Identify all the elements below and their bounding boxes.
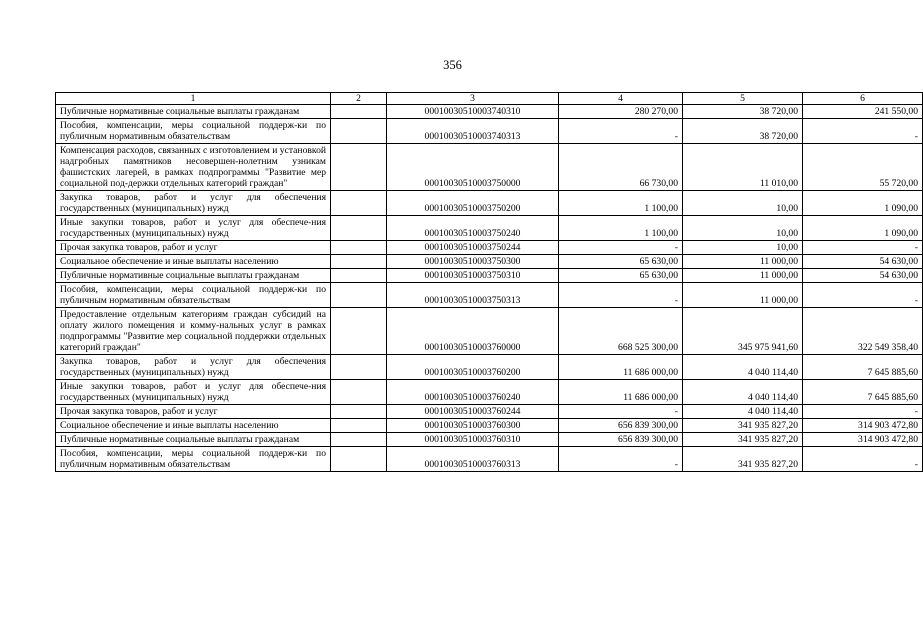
- row-value-col6: 1 090,00: [803, 191, 923, 216]
- row-name: Публичные нормативные социальные выплаты гражданам: [56, 269, 331, 283]
- row-name: Закупка товаров, работ и услуг для обеспечения государственных (муниципальных) нужд: [56, 355, 331, 380]
- row-name: Закупка товаров, работ и услуг для обеспечения государственных (муниципальных) нужд: [56, 191, 331, 216]
- row-value-col5: 345 975 941,60: [683, 308, 803, 355]
- row-col2: [331, 308, 387, 355]
- row-value-col4: 1 100,00: [559, 191, 683, 216]
- table-row: [56, 119, 923, 144]
- row-value-col6: 7 645 885,60: [803, 380, 923, 405]
- row-col2: [331, 433, 387, 447]
- row-col2: [331, 216, 387, 241]
- row-code: 00010030510003750313: [387, 283, 559, 308]
- row-name: Прочая закупка товаров, работ и услуг: [56, 405, 331, 419]
- row-value-col5: 11 010,00: [683, 144, 803, 191]
- row-value-col4: -: [559, 241, 683, 255]
- row-value-col5: 341 935 827,20: [683, 419, 803, 433]
- table-row: [56, 380, 923, 405]
- row-name: Пособия, компенсации, меры социальной поддерж-ки по публичным нормативным обязательствам: [56, 283, 331, 308]
- row-name: Публичные нормативные социальные выплаты гражданам: [56, 105, 331, 119]
- table-row: [56, 419, 923, 433]
- table-row: [56, 433, 923, 447]
- row-col2: [331, 380, 387, 405]
- row-name: Пособия, компенсации, меры социальной поддерж-ки по публичным нормативным обязательствам: [56, 447, 331, 472]
- row-col2: [331, 447, 387, 472]
- budget-table: [55, 92, 923, 472]
- row-code: 00010030510003760310: [387, 433, 559, 447]
- row-code: 00010030510003760244: [387, 405, 559, 419]
- row-code: 00010030510003760300: [387, 419, 559, 433]
- row-value-col4: 668 525 300,00: [559, 308, 683, 355]
- row-value-col4: 66 730,00: [559, 144, 683, 191]
- table-row: [56, 269, 923, 283]
- table-row: [56, 405, 923, 419]
- row-value-col5: 11 000,00: [683, 269, 803, 283]
- row-col2: [331, 241, 387, 255]
- row-value-col6: -: [803, 405, 923, 419]
- table-row: [56, 447, 923, 472]
- row-code: 00010030510003760000: [387, 308, 559, 355]
- table-body: [56, 105, 923, 472]
- row-name: Прочая закупка товаров, работ и услуг: [56, 241, 331, 255]
- row-value-col6: -: [803, 241, 923, 255]
- row-code: 00010030510003750310: [387, 269, 559, 283]
- table-row: [56, 255, 923, 269]
- row-name: Компенсация расходов, связанных с изготовлением и установкой надгробных памятников несовершен-нолетним узникам фашистских лагерей, в рамках подпрограммы "Развитие мер социальной под-держки отдельных категорий граждан": [56, 144, 331, 191]
- row-value-col5: 38 720,00: [683, 119, 803, 144]
- header-cell: 1: [56, 93, 331, 105]
- row-value-col5: 11 000,00: [683, 283, 803, 308]
- row-name: Предоставление отдельным категориям граждан субсидий на оплату жилого помещения и комму-нальных услуг в рамках подпрограммы "Развитие мер социальной поддержки отдельных категорий граждан": [56, 308, 331, 355]
- row-value-col6: 314 903 472,80: [803, 433, 923, 447]
- row-col2: [331, 355, 387, 380]
- row-value-col6: -: [803, 447, 923, 472]
- header-cell: 2: [331, 93, 387, 105]
- row-value-col5: 341 935 827,20: [683, 433, 803, 447]
- row-value-col5: 11 000,00: [683, 255, 803, 269]
- row-code: 00010030510003750240: [387, 216, 559, 241]
- row-value-col4: -: [559, 119, 683, 144]
- row-col2: [331, 144, 387, 191]
- row-name: Социальное обеспечение и иные выплаты населению: [56, 419, 331, 433]
- row-col2: [331, 283, 387, 308]
- row-value-col4: -: [559, 447, 683, 472]
- row-value-col6: 54 630,00: [803, 269, 923, 283]
- row-code: 00010030510003750244: [387, 241, 559, 255]
- table-row: [56, 216, 923, 241]
- row-code: 00010030510003740310: [387, 105, 559, 119]
- row-value-col6: 7 645 885,60: [803, 355, 923, 380]
- row-value-col6: 55 720,00: [803, 144, 923, 191]
- row-value-col6: -: [803, 283, 923, 308]
- row-code: 00010030510003750000: [387, 144, 559, 191]
- row-name: Публичные нормативные социальные выплаты гражданам: [56, 433, 331, 447]
- row-value-col6: 314 903 472,80: [803, 419, 923, 433]
- header-cell: 3: [387, 93, 559, 105]
- row-value-col4: -: [559, 405, 683, 419]
- row-col2: [331, 119, 387, 144]
- table-row: [56, 105, 923, 119]
- header-row: [56, 93, 923, 105]
- row-value-col4: 280 270,00: [559, 105, 683, 119]
- row-name: Иные закупки товаров, работ и услуг для обеспече-ния государственных (муниципальных) нужд: [56, 380, 331, 405]
- table-row: [56, 144, 923, 191]
- table-header: [56, 93, 923, 105]
- row-value-col5: 10,00: [683, 216, 803, 241]
- row-value-col4: 656 839 300,00: [559, 419, 683, 433]
- row-col2: [331, 419, 387, 433]
- row-code: 00010030510003760200: [387, 355, 559, 380]
- row-col2: [331, 405, 387, 419]
- row-value-col4: 11 686 000,00: [559, 355, 683, 380]
- row-col2: [331, 255, 387, 269]
- row-name: Социальное обеспечение и иные выплаты населению: [56, 255, 331, 269]
- table-row: [56, 241, 923, 255]
- row-value-col4: 11 686 000,00: [559, 380, 683, 405]
- row-value-col5: 10,00: [683, 191, 803, 216]
- page-number: 356: [443, 58, 462, 72]
- header-cell: 4: [559, 93, 683, 105]
- row-code: 00010030510003740313: [387, 119, 559, 144]
- row-col2: [331, 105, 387, 119]
- table-row: [56, 355, 923, 380]
- row-value-col4: 656 839 300,00: [559, 433, 683, 447]
- row-code: 00010030510003760313: [387, 447, 559, 472]
- row-col2: [331, 269, 387, 283]
- row-col2: [331, 191, 387, 216]
- row-value-col4: 65 630,00: [559, 255, 683, 269]
- row-value-col6: -: [803, 119, 923, 144]
- table-row: [56, 191, 923, 216]
- row-value-col6: 241 550,00: [803, 105, 923, 119]
- row-name: Пособия, компенсации, меры социальной поддерж-ки по публичным нормативным обязательствам: [56, 119, 331, 144]
- row-value-col4: -: [559, 283, 683, 308]
- header-cell: 5: [683, 93, 803, 105]
- row-value-col5: 341 935 827,20: [683, 447, 803, 472]
- row-value-col6: 54 630,00: [803, 255, 923, 269]
- row-code: 00010030510003750300: [387, 255, 559, 269]
- row-value-col5: 4 040 114,40: [683, 405, 803, 419]
- row-value-col6: 322 549 358,40: [803, 308, 923, 355]
- row-code: 00010030510003760240: [387, 380, 559, 405]
- table-row: [56, 283, 923, 308]
- row-value-col5: 4 040 114,40: [683, 380, 803, 405]
- row-value-col5: 4 040 114,40: [683, 355, 803, 380]
- row-value-col5: 38 720,00: [683, 105, 803, 119]
- table-row: [56, 308, 923, 355]
- row-value-col4: 65 630,00: [559, 269, 683, 283]
- row-name: Иные закупки товаров, работ и услуг для обеспече-ния государственных (муниципальных) нужд: [56, 216, 331, 241]
- row-value-col4: 1 100,00: [559, 216, 683, 241]
- row-code: 00010030510003750200: [387, 191, 559, 216]
- row-value-col6: 1 090,00: [803, 216, 923, 241]
- header-cell: 6: [803, 93, 923, 105]
- row-value-col5: 10,00: [683, 241, 803, 255]
